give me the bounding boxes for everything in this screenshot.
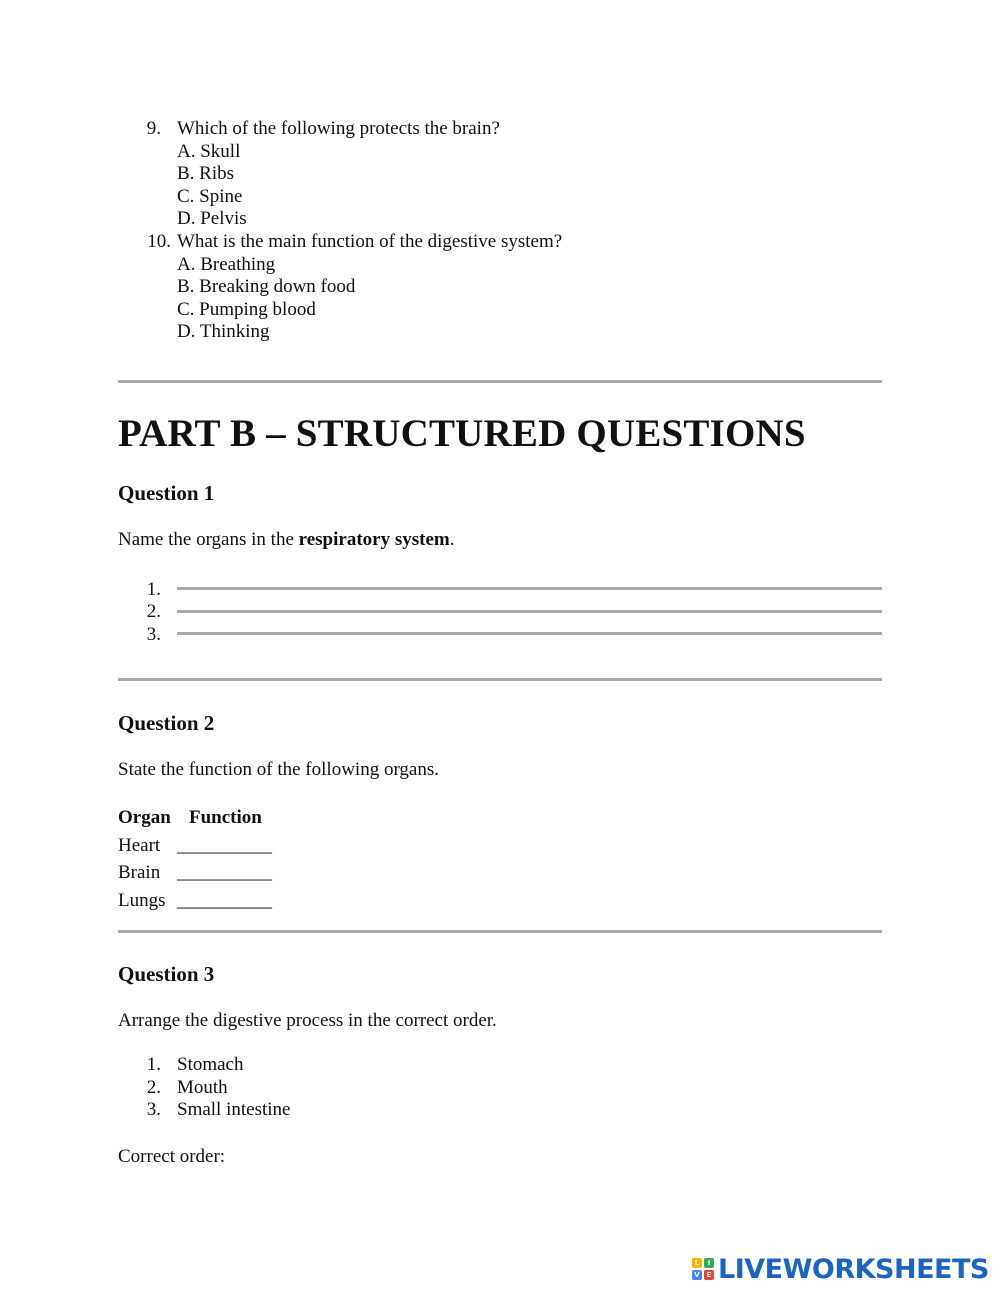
question-1-answer-2-line[interactable] — [177, 610, 882, 613]
question-2-heading: Question 2 — [118, 711, 215, 735]
table-header-organ: Organ — [118, 807, 171, 828]
question-3-heading: Question 3 — [118, 962, 215, 986]
question-9-option-b[interactable]: B. Ribs — [177, 163, 235, 184]
question-10-number: 10. — [147, 231, 171, 252]
function-blank-heart[interactable]: __________ — [177, 835, 272, 856]
correct-order-label: Correct order: — [118, 1146, 226, 1167]
question-3-item-2-number: 2. — [146, 1077, 161, 1098]
function-blank-lungs[interactable]: __________ — [177, 890, 272, 911]
liveworksheets-logo[interactable] — [692, 1254, 989, 1284]
question-3-item-mouth: Mouth — [177, 1077, 228, 1098]
question-1-answer-3-number: 3. — [146, 624, 161, 645]
question-10-option-c[interactable]: C. Pumping blood — [177, 299, 316, 320]
liveworksheets-mark-icon — [692, 1258, 714, 1280]
logo-mark-i: I — [704, 1258, 714, 1268]
section-divider — [118, 930, 882, 933]
question-10-option-b[interactable]: B. Breaking down food — [177, 276, 356, 297]
section-divider — [118, 380, 882, 383]
organ-brain: Brain — [118, 862, 161, 883]
question-10-option-d[interactable]: D. Thinking — [177, 321, 270, 342]
table-header-function: Function — [189, 807, 262, 828]
question-1-text — [118, 529, 454, 551]
function-blank-brain[interactable]: __________ — [177, 862, 272, 883]
question-3-item-stomach: Stomach — [177, 1054, 244, 1075]
organ-lungs: Lungs — [118, 890, 166, 911]
logo-mark-l: L — [692, 1258, 702, 1268]
question-3-item-small-intestine: Small intestine — [177, 1099, 291, 1120]
question-9-option-c[interactable]: C. Spine — [177, 186, 243, 207]
section-divider — [118, 678, 882, 681]
question-9-option-d[interactable]: D. Pelvis — [177, 208, 247, 229]
question-10-option-a[interactable]: A. Breathing — [177, 254, 276, 275]
question-1-answer-1-number: 1. — [146, 579, 161, 600]
question-1-text-before: Name the organs in the — [118, 529, 299, 550]
question-3-text: Arrange the digestive process in the correct order. — [118, 1010, 497, 1031]
question-3-item-3-number: 3. — [146, 1099, 161, 1120]
part-b-title: PART B – STRUCTURED QUESTIONS — [118, 412, 806, 455]
question-1-text-after: . — [449, 529, 455, 550]
question-9-number: 9. — [146, 118, 161, 139]
organ-heart: Heart — [118, 835, 161, 856]
question-10-text: What is the main function of the digestive system? — [177, 231, 563, 252]
logo-mark-v: V — [692, 1270, 702, 1280]
question-1-heading: Question 1 — [118, 481, 215, 505]
question-2-text: State the function of the following organs. — [118, 759, 440, 780]
question-9-text: Which of the following protects the brain? — [177, 118, 500, 139]
question-9-option-a[interactable]: A. Skull — [177, 141, 241, 162]
question-3-item-1-number: 1. — [146, 1054, 161, 1075]
question-1-answer-1-line[interactable] — [177, 587, 882, 590]
liveworksheets-logo-text: LIVEWORKSHEETS — [718, 1253, 989, 1285]
question-1-text-bold: respiratory system — [298, 529, 450, 550]
question-1-answer-2-number: 2. — [146, 601, 161, 622]
logo-mark-e: E — [704, 1270, 714, 1280]
question-1-answer-3-line[interactable] — [177, 632, 882, 635]
